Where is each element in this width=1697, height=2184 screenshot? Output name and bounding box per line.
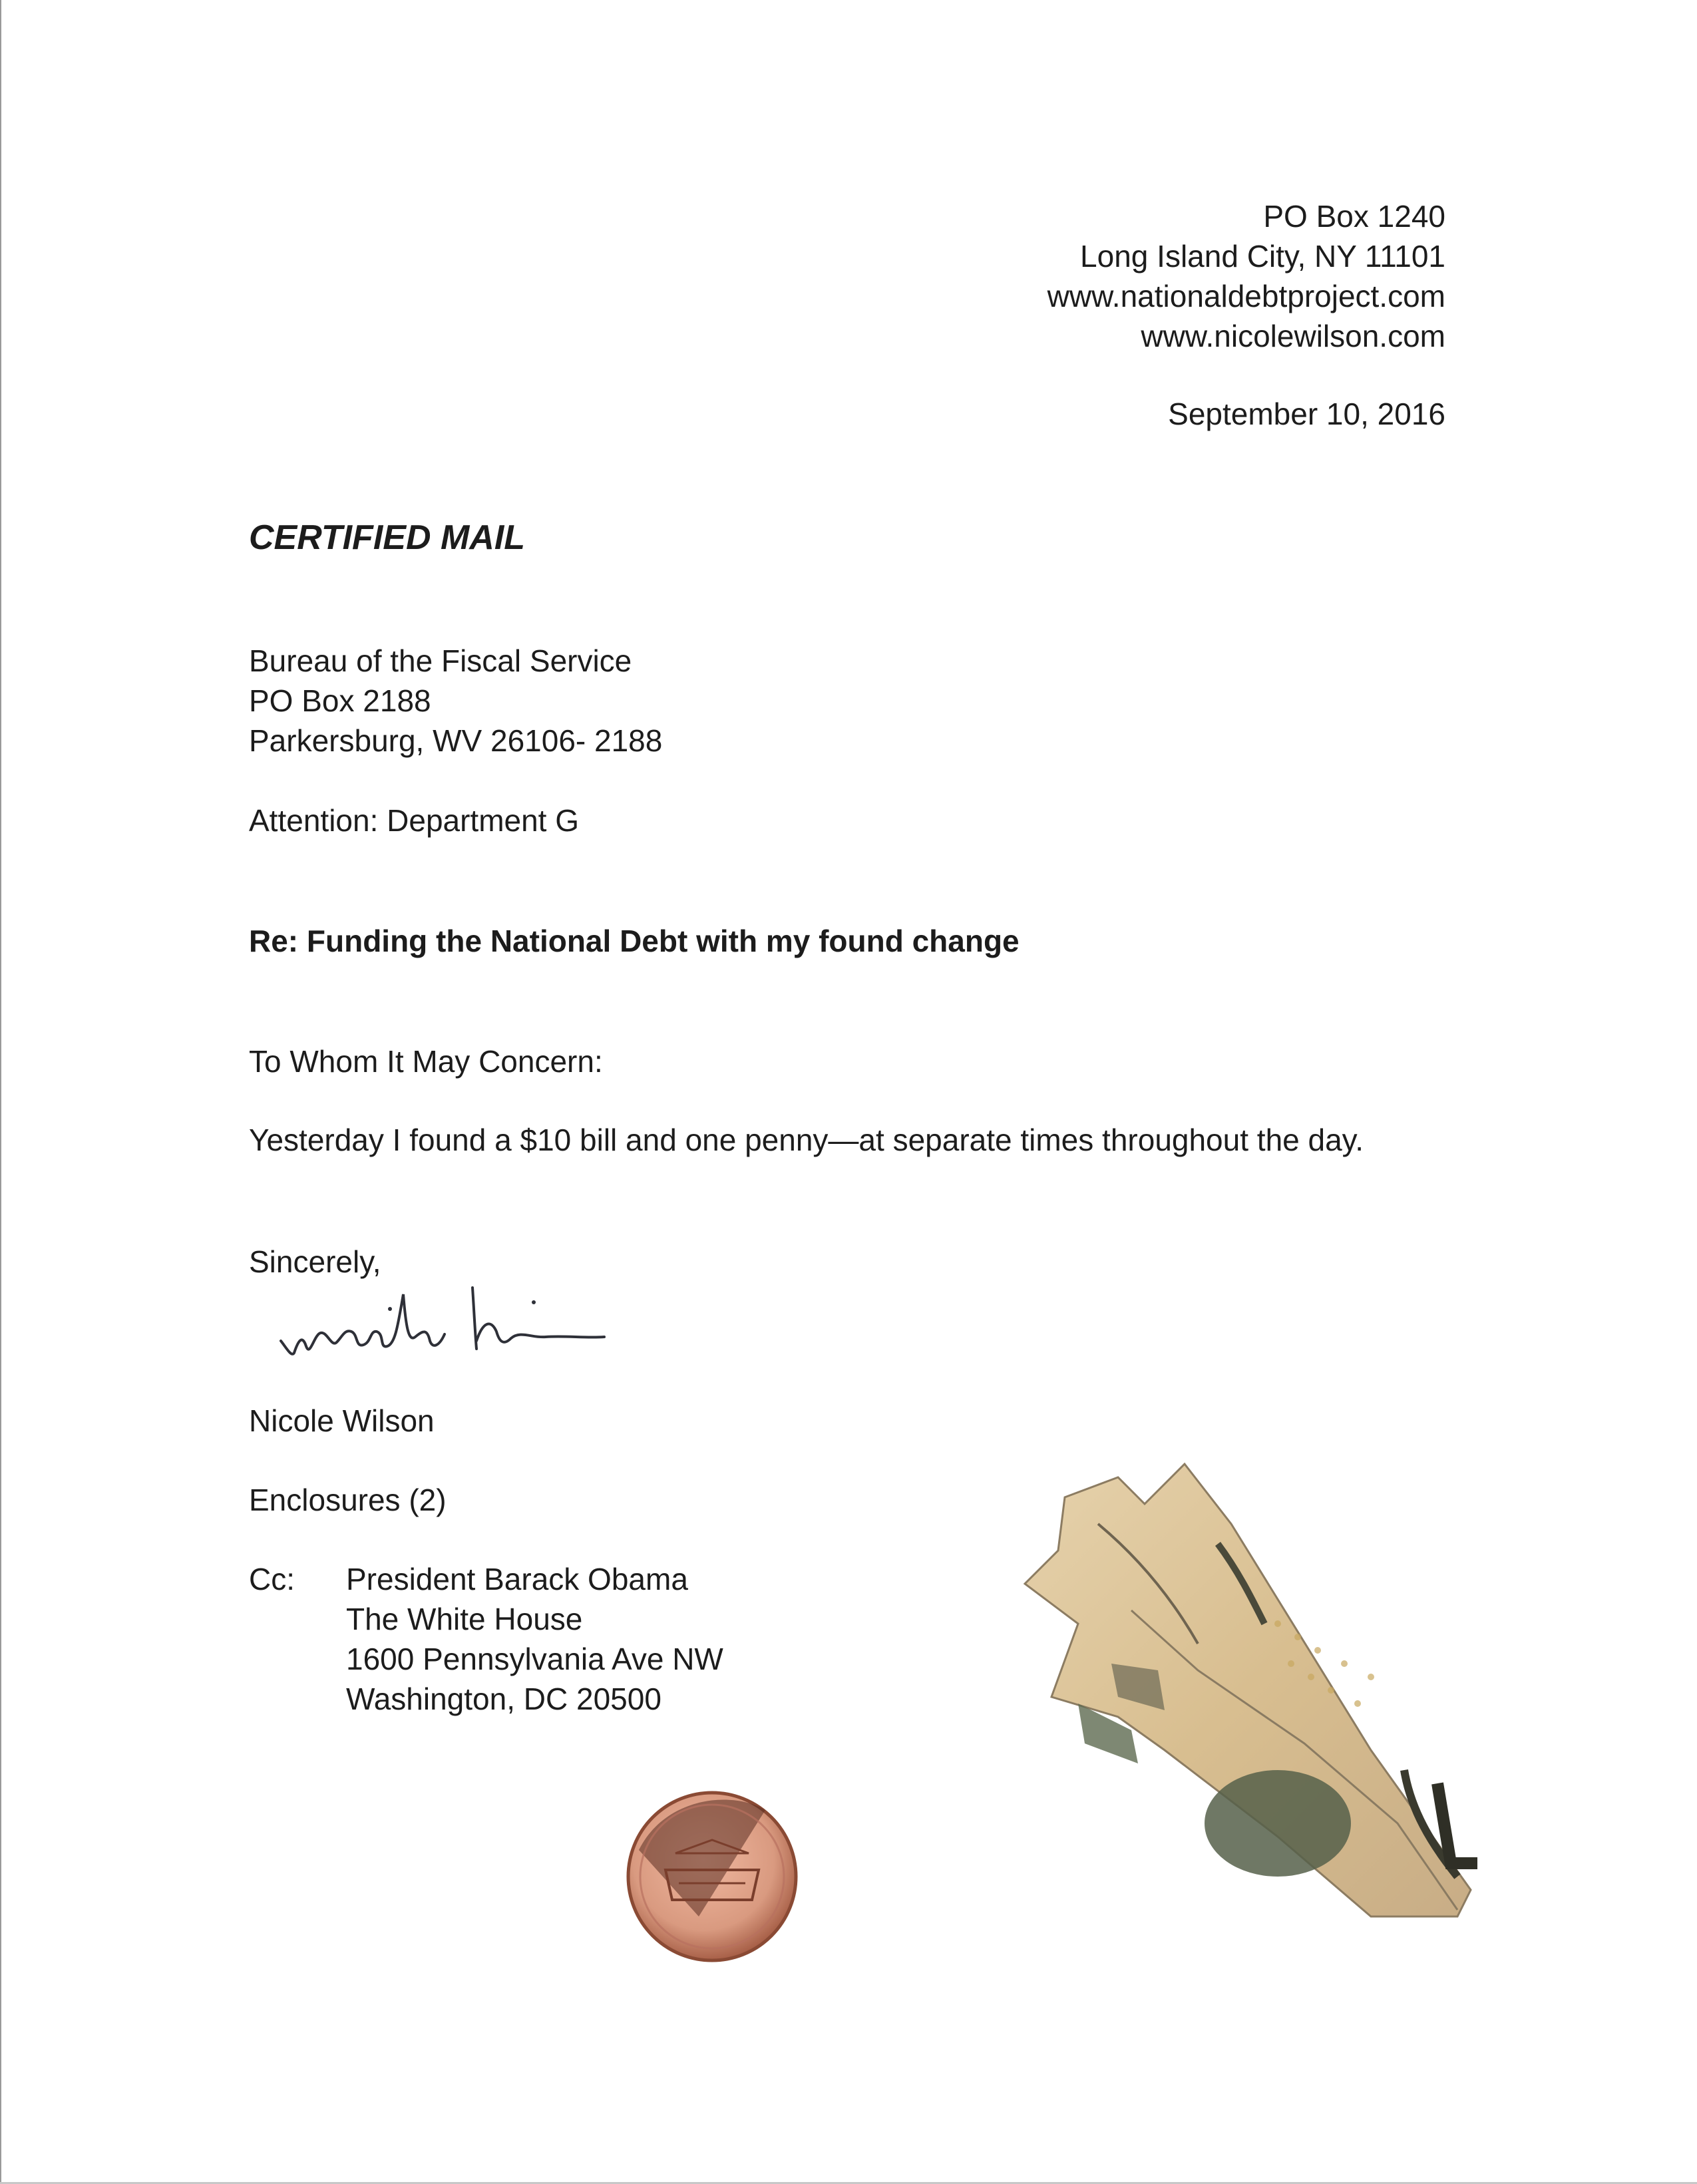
cc-address [346, 1559, 723, 1719]
cc-line: 1600 Pennsylvania Ave NW [346, 1642, 723, 1676]
recipient-line: Bureau of the Fiscal Service [249, 643, 632, 678]
cc-line: President Barack Obama [346, 1562, 688, 1596]
salutation: To Whom It May Concern: [249, 1044, 603, 1079]
cc-line: Washington, DC 20500 [346, 1682, 661, 1716]
ten-dollar-bill-image [998, 1451, 1571, 1943]
cc-label: Cc: [249, 1562, 295, 1596]
penny-image [619, 1783, 805, 1970]
enclosures-note: Enclosures (2) [249, 1483, 447, 1517]
sender-line: Long Island City, NY 11101 [1080, 239, 1445, 273]
sender-line: www.nicolewilson.com [1141, 319, 1445, 353]
attention-line: Attention: Department G [249, 803, 580, 838]
recipient-line: PO Box 2188 [249, 683, 431, 718]
letter-date: September 10, 2016 [1168, 397, 1445, 431]
recipient-address [249, 641, 662, 761]
recipient-line: Parkersburg, WV 26106- 2188 [249, 723, 663, 758]
signer-name: Nicole Wilson [249, 1403, 435, 1438]
delivery-method: CERTIFIED MAIL [249, 518, 526, 557]
closing: Sincerely, [249, 1244, 381, 1279]
subject-line: Re: Funding the National Debt with my found change [249, 924, 1020, 958]
sender-line: PO Box 1240 [1263, 199, 1445, 234]
signature-image [273, 1268, 659, 1374]
body-paragraph: Yesterday I found a $10 bill and one penny—at separate times throughout the day. [249, 1123, 1364, 1157]
page-left-edge [0, 0, 1, 2184]
sender-line: www.nationaldebtproject.com [1047, 279, 1445, 313]
cc-line: The White House [346, 1602, 583, 1636]
sender-address [1047, 196, 1445, 356]
